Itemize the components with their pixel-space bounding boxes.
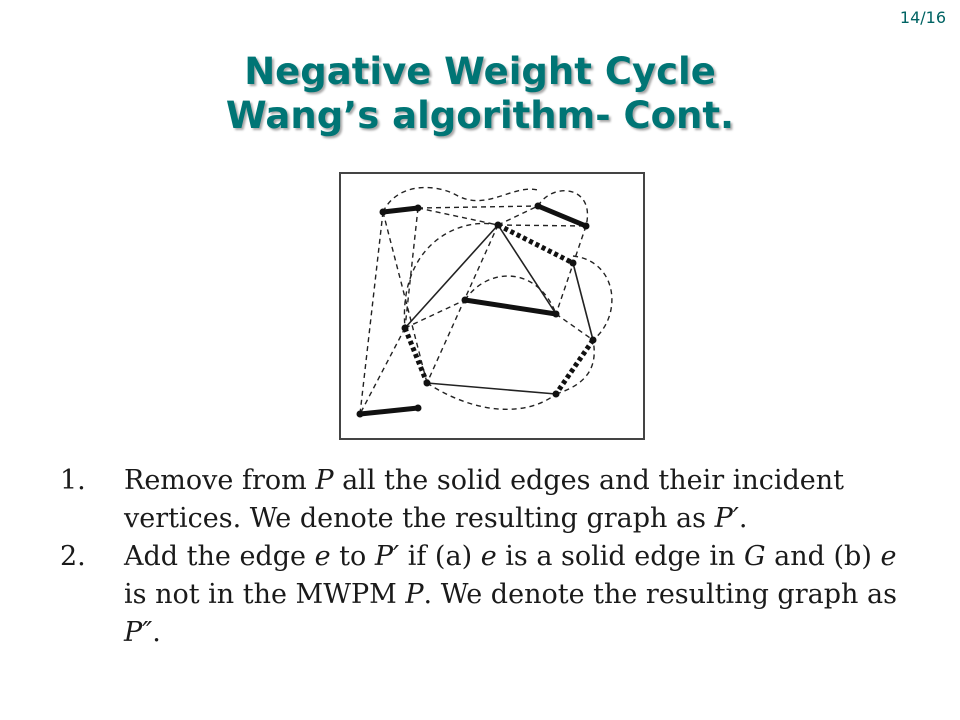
vertex: [535, 203, 542, 210]
vertex: [583, 223, 590, 230]
vertex: [462, 297, 469, 304]
vertex: [415, 405, 422, 412]
math-symbol: P′: [374, 541, 400, 572]
step-text: is a solid edge in: [496, 541, 744, 572]
step-text: .: [152, 617, 161, 648]
vertex: [570, 260, 577, 267]
step-item: [60, 462, 920, 538]
step-item: [60, 538, 920, 652]
vertex: [415, 205, 422, 212]
math-symbol: P: [405, 579, 424, 610]
steps-list: [60, 462, 920, 652]
step-number: 2.: [60, 541, 86, 572]
step-number: 1.: [60, 465, 86, 496]
slide-title: [0, 50, 960, 138]
step-text: Add the edge: [124, 541, 315, 572]
step-text: .: [738, 503, 748, 534]
step-text: Remove from: [124, 465, 316, 496]
step-text: all the solid edges and their incident vertices. We denote the resulting graph as: [124, 465, 845, 534]
title-line-2: Wang’s algorithm- Cont.: [225, 94, 735, 137]
math-symbol: P″: [124, 617, 153, 648]
vertex: [553, 311, 560, 318]
vertex: [402, 325, 409, 332]
title-line-1: Negative Weight Cycle: [244, 50, 716, 93]
math-symbol: P: [315, 465, 334, 496]
step-text: to: [330, 541, 375, 572]
step-text: and (b): [765, 541, 881, 572]
step-text: . We denote the resulting graph as: [423, 579, 897, 610]
page-number: 14/16: [899, 8, 946, 27]
step-text: is not in the MWPM: [124, 579, 406, 610]
step-text: if (a): [399, 541, 481, 572]
graph-figure: [338, 166, 648, 442]
math-symbol: e: [880, 541, 897, 572]
vertex: [357, 411, 364, 418]
math-symbol: P′: [714, 503, 739, 534]
vertex: [590, 337, 597, 344]
math-symbol: e: [314, 541, 331, 572]
vertex: [553, 391, 560, 398]
vertex: [424, 380, 431, 387]
vertex: [495, 222, 502, 229]
math-symbol: e: [480, 541, 497, 572]
vertex: [380, 209, 387, 216]
math-symbol: G: [743, 541, 766, 572]
